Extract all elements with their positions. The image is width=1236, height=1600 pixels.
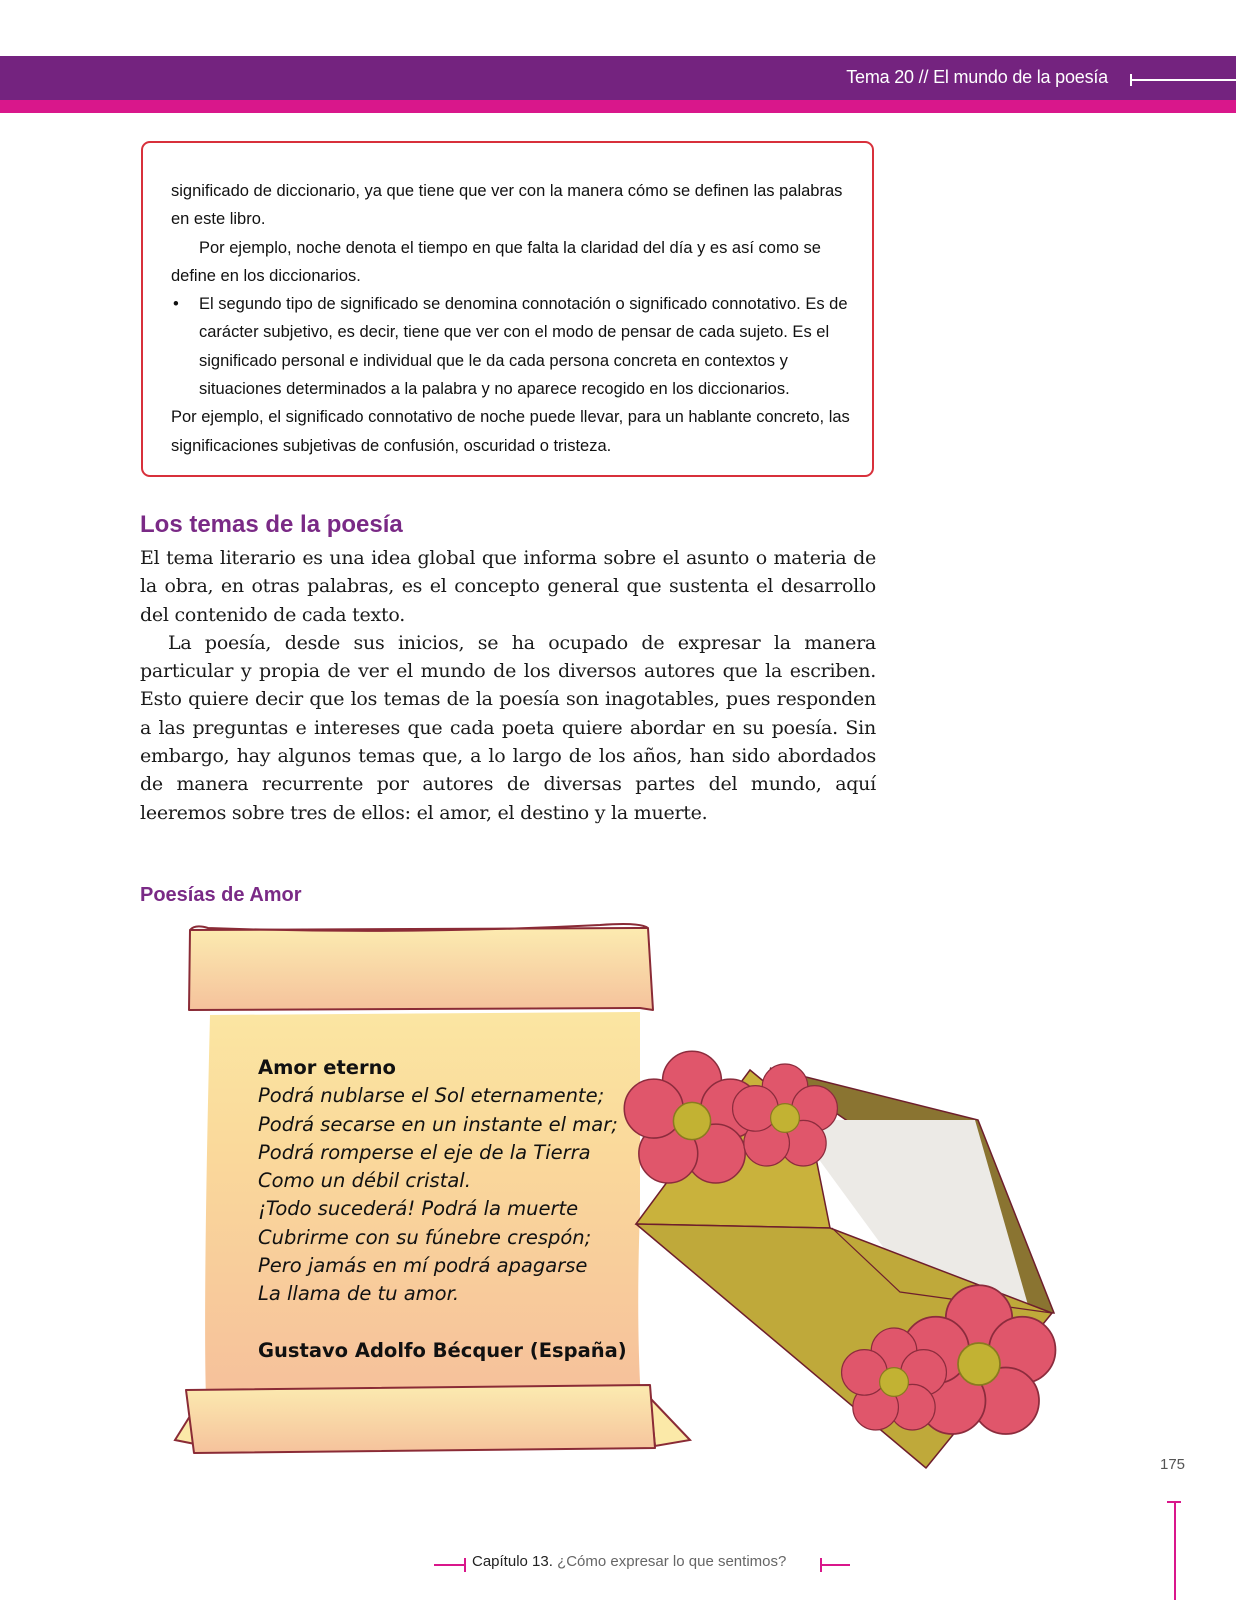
scroll-top-roll (189, 928, 653, 1010)
poem-author: Gustavo Adolfo Bécquer (España) (258, 1338, 627, 1362)
footer-line-right (820, 1564, 850, 1566)
poem (258, 1054, 638, 1365)
box-paragraph: Por ejemplo, noche denota el tiempo en que falta la claridad del día y es así como se define en los diccionarios. (171, 238, 821, 285)
bullet-text: El segundo tipo de significado se denomina connotación o significado connotativo. Es de carácter subjetivo, es decir, tiene que ver con el modo de pensar de cada sujeto. Es el significado personal e individual que le da cada persona concreta en contextos y situaciones determinados a la palabra y no aparece recogido en los diccionarios. (199, 295, 848, 399)
page-number: 175 (1160, 1456, 1186, 1473)
bullet-marker: • (173, 295, 179, 314)
scroll-bottom-roll (186, 1385, 655, 1453)
poem-line: Podrá nublarse el Sol eternamente; (258, 1084, 605, 1108)
footer-line-left (434, 1564, 464, 1566)
footer-chapter (472, 1553, 786, 1570)
section-heading: Los temas de la poesía (140, 511, 403, 538)
definition-box (141, 141, 874, 477)
footer (434, 1553, 844, 1575)
poem-line: Podrá romperse el eje de la Tierra (258, 1140, 591, 1164)
poem-line: ¡Todo sucederá! Podrá la muerte (258, 1197, 579, 1221)
side-divider-line (1174, 1502, 1176, 1600)
header-stripe (0, 100, 1236, 113)
poem-line: Como un débil cristal. (258, 1169, 471, 1193)
body-paragraph: El tema literario es una idea global que informa sobre el asunto o materia de la obra, en otras palabras, es el concepto general que sustenta el desarrollo del contenido de cada texto. (140, 547, 876, 626)
definition-box-text (171, 177, 851, 460)
header-divider-line (1130, 79, 1236, 81)
poem-line: Podrá secarse en un instante el mar; (258, 1112, 618, 1136)
body-paragraph: La poesía, desde sus inicios, se ha ocupado de expresar la manera particular y propia de ver el mundo de los diversos autores que la escriben. Esto quiere decir que los temas de la poesía son inagotables, pues responden a las preguntas e intereses que cada poeta quiere abordar en su poesía. Sin embargo, hay algunos temas que, a lo largo de los años, han sido abordados de manera recurrente por autores de diversas partes del mundo, aquí leeremos sobre tres de ellos: el amor, el destino y la muerte. (140, 631, 876, 824)
scroll-bottom-right-fold (650, 1398, 690, 1446)
subsection-heading: Poesías de Amor (140, 884, 302, 906)
footer-chapter-label: Capítulo 13. (472, 1553, 553, 1570)
bullet-item (171, 290, 851, 403)
footer-tick-left (464, 1558, 466, 1572)
box-paragraph: Por ejemplo, el significado connotativo de noche puede llevar, para un hablante concreto, las significaciones subjetivas de confusión, oscuridad o tristeza. (171, 408, 850, 455)
poem-line: La llama de tu amor. (258, 1282, 460, 1306)
box-paragraph: significado de diccionario, ya que tiene que ver con la manera cómo se definen las palabras en este libro. (171, 182, 843, 229)
poem-title: Amor eterno (258, 1056, 396, 1079)
header-title: Tema 20 // El mundo de la poesía (846, 67, 1108, 87)
poem-line: Cubrirme con su fúnebre crespón; (258, 1225, 592, 1249)
section-body (140, 544, 876, 827)
poem-line: Pero jamás en mí podrá apagarse (258, 1254, 588, 1278)
footer-chapter-title: ¿Cómo expresar lo que sentimos? (557, 1553, 787, 1570)
